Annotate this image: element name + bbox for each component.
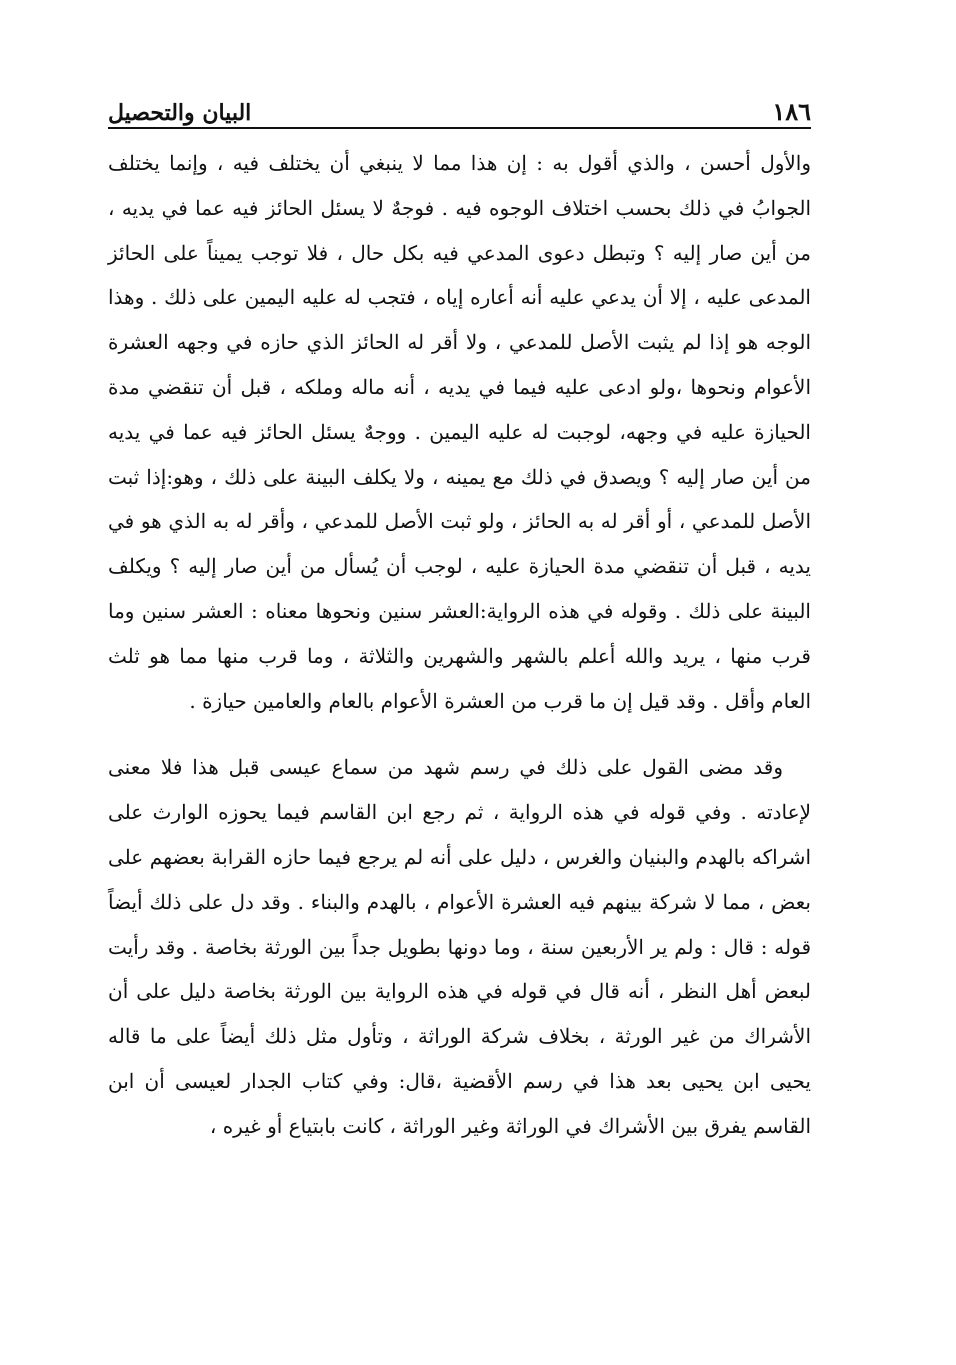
paragraph: والأول أحسن ، والذي أقول به : إن هذا مما لا ينبغي أن يختلف فيه ، وإنما يختلف الجوابُ في ذلك بحسب اختلاف الوجوه فيه . فوجهٌ لا يسئل الحائز فيه عما في يديه ، من أين صار إليه ؟ وتبطل دعوى المدعي فيه بكل حال ، فلا توجب يميناً على الحائز المدعى عليه ، إلا أن يدعي عليه أنه أعاره إياه ، فتجب له عليه اليمين على ذلك . وهذا الوجه هو إذا لم يثبت الأصل للمدعي ، ولا أقر له الحائز الذي حازه في وجهه العشرة الأعوام ونحوها ،ولو ادعى عليه فيما في يديه ، أنه ماله وملكه ، قبل أن تنقضي مدة الحيازة عليه في وجهه، لوجبت له عليه اليمين . ووجهٌ يسئل الحائز فيه عما في يديه من أين صار إليه ؟ ويصدق في ذلك مع يمينه ، ولا يكلف البينة على ذلك ، وهو:إذا ثبت الأصل للمدعي ، أو أقر له به الحائز ، ولو ثبت الأصل للمدعي ، وأقر له به الذي هو في يديه ، قبل أن تنقضي مدة الحيازة عليه ، لوجب أن يُسأل من أين صار إليه ؟ ويكلف البينة على ذلك . وقوله في هذه الرواية:العشر سنين ونحوها معناه : العشر سنين وما قرب منها ، يريد والله أعلم بالشهر والشهرين والثلاثة ، وما قرب منها مما هو ثلث العام وأقل . وقد قيل إن ما قرب من العشرة الأعوام بالعام والعامين حيازة .	[108, 151, 811, 713]
paragraph: وقد مضى القول على ذلك في رسم شهد من سماع عيسى قبل هذا فلا معنى لإعادته . وفي قوله في هذه الرواية ، ثم رجع ابن القاسم فيما يحوزه الوارث على اشراكه بالهدم والبنيان والغرس ، دليل على أنه لم يرجع فيما حازه القرابة بعضهم على بعض ، مما لا شركة بينهم فيه العشرة الأعوام ، بالهدم والبناء . وقد دل على ذلك أيضاً قوله : قال : ولم ير الأربعين سنة ، وما دونها بطويل جداً بين الورثة بخاصة . وقد رأيت لبعض أهل النظر ، أنه قال في قوله في هذه الرواية بين الورثة بخاصة دليل على أن الأشراك من غير الورثة ، بخلاف شركة الوراثة ، وتأول مثل ذلك أيضاً على ما قاله يحيى ابن يحيى بعد هذا في رسم الأقضية ،قال: وفي كتاب الجدار لعيسى أن ابن القاسم يفرق بين الأشراك في الوراثة وغير الوراثة ، كانت بابتياع أو غيره ،	[108, 755, 811, 1138]
page-header	[108, 84, 811, 124]
header-rule	[108, 127, 811, 129]
page-body	[108, 141, 811, 1149]
page-number: ١٨٦	[772, 97, 811, 126]
running-title: البيان والتحصيل	[108, 100, 252, 126]
